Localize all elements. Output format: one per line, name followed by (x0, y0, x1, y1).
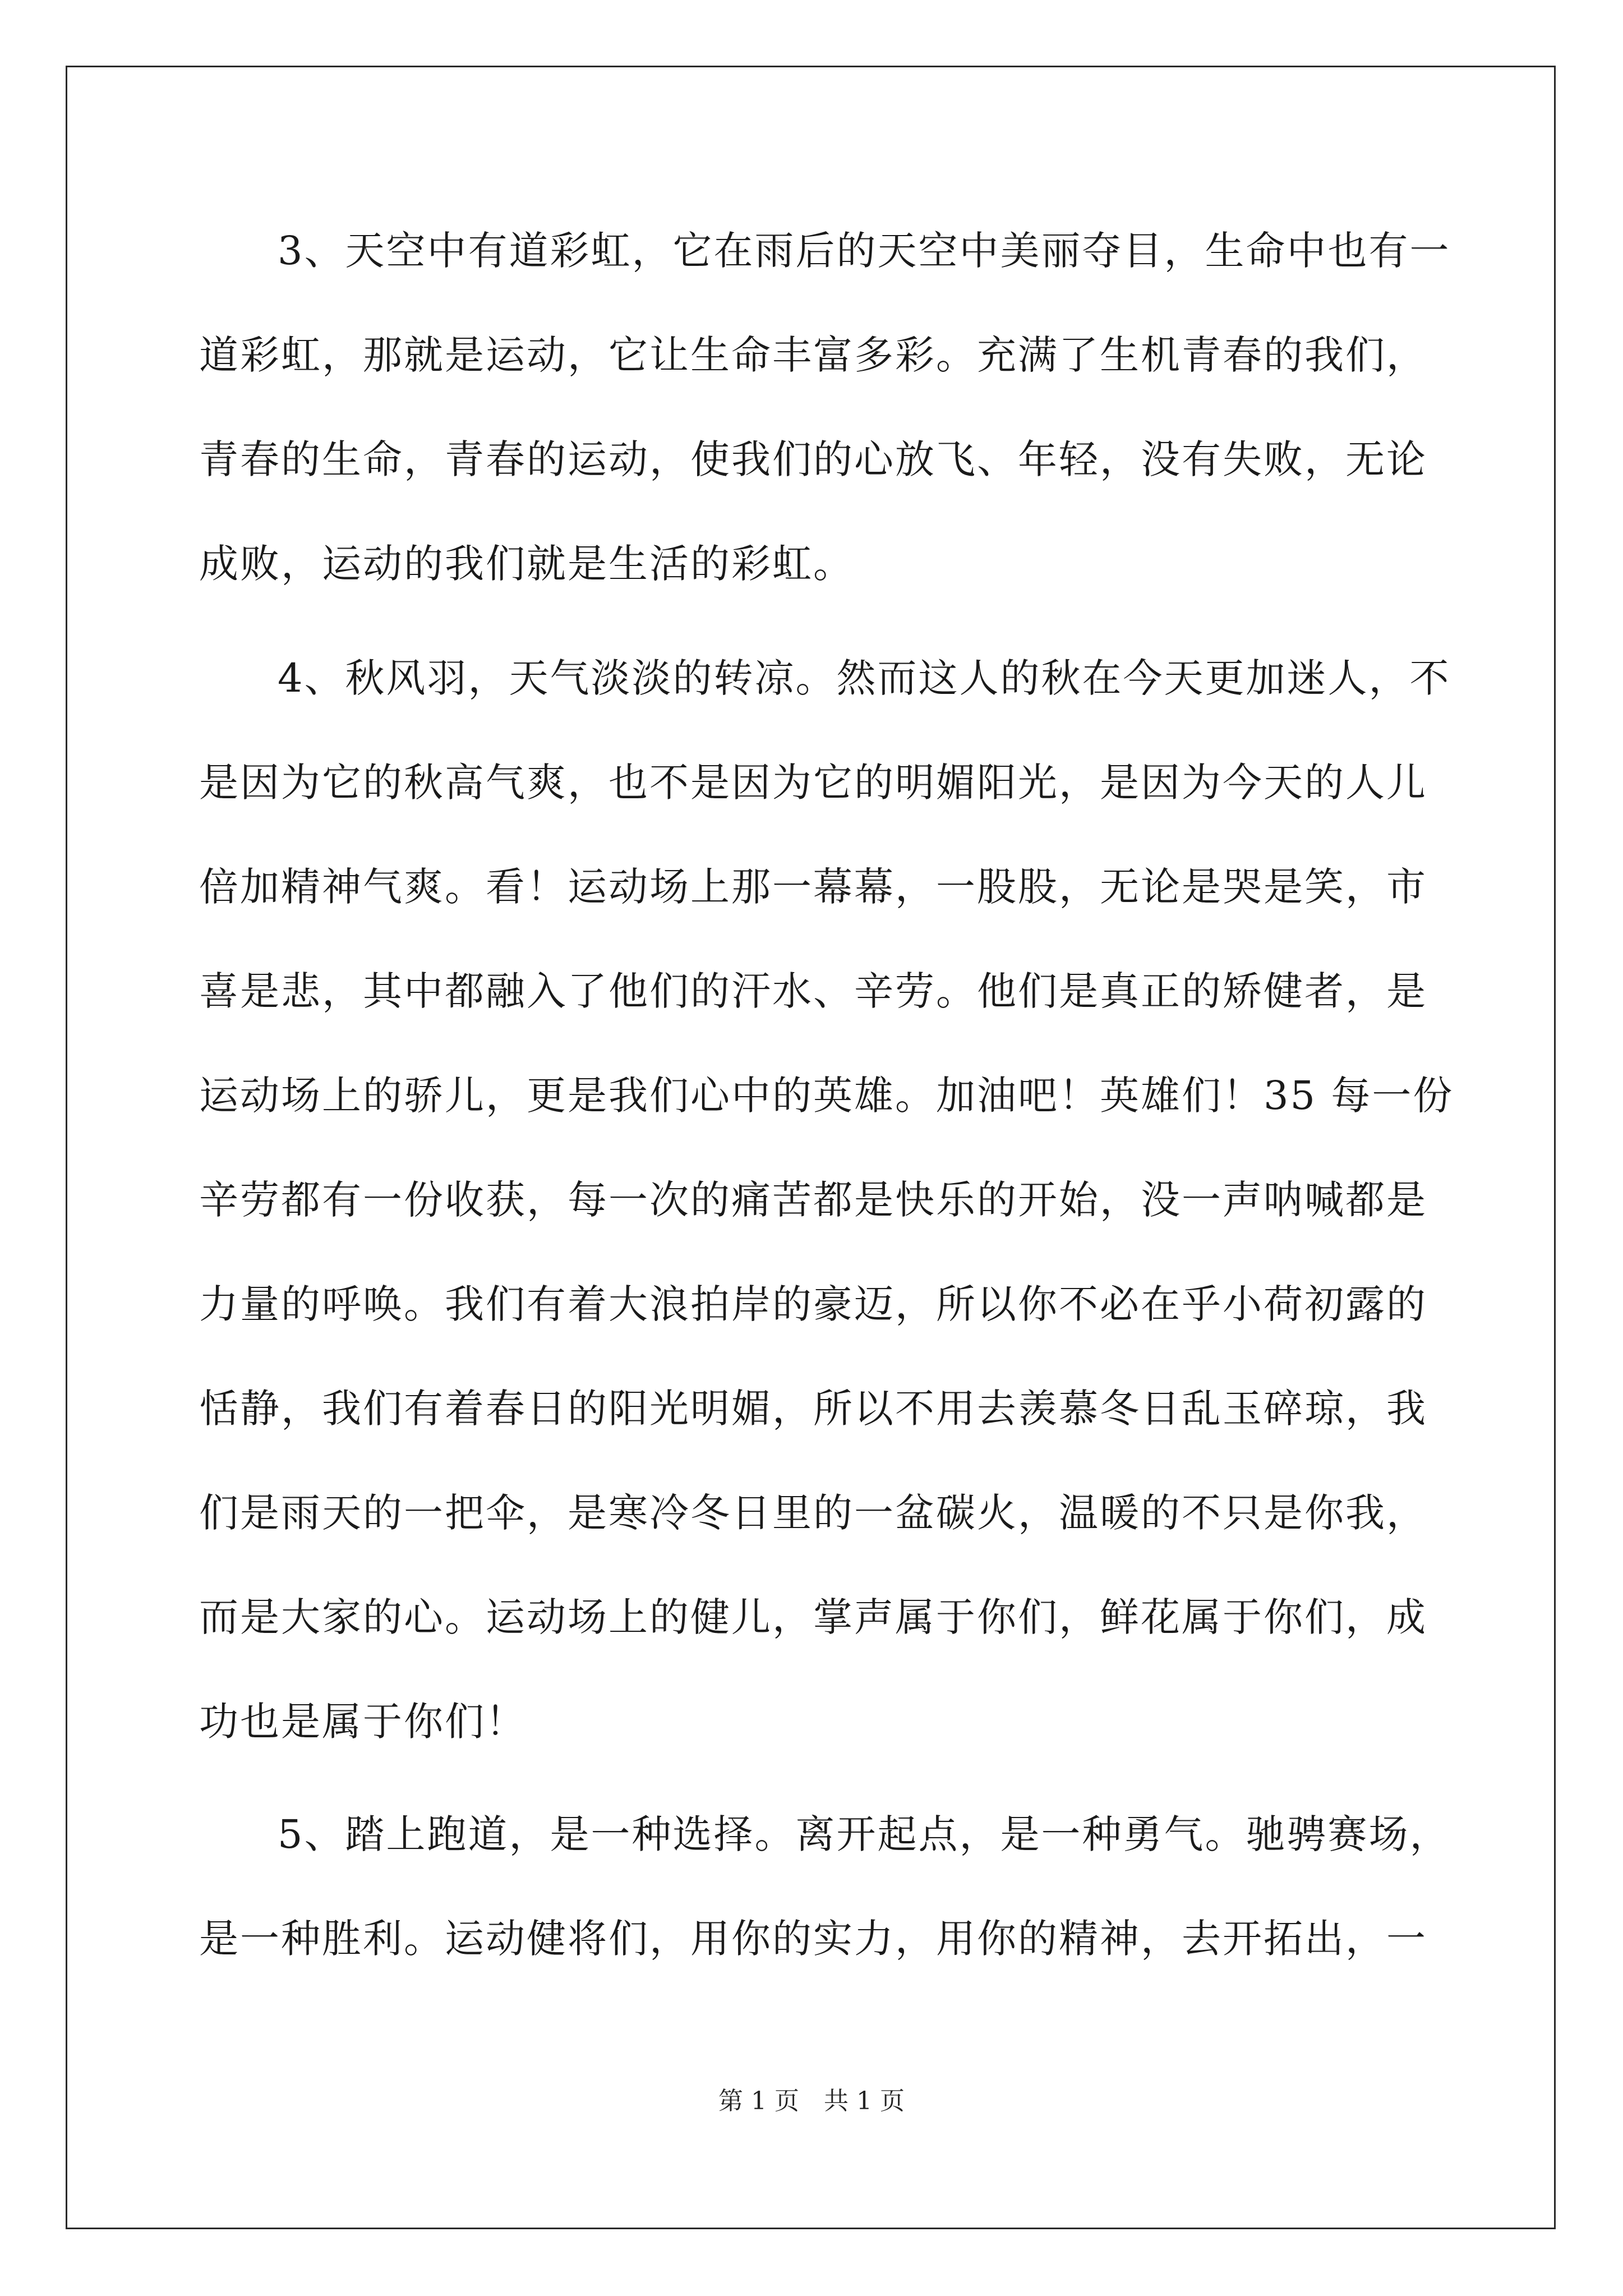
paragraph-3-line-3: 青春的生命，青春的运动，使我们的心放飞、年轻，没有失败，无论 (199, 436, 1427, 482)
paragraph-4-line-10: 而是大家的心。运动场上的健儿，掌声属于你们，鲜花属于你们，成 (199, 1594, 1427, 1640)
paragraph-4-line-11: 功也是属于你们！ (199, 1699, 527, 1745)
paragraph-4-line-6: 辛劳都有一份收获，每一次的痛苦都是快乐的开始，没一声呐喊都是 (199, 1177, 1427, 1223)
paragraph-4-line-2: 是因为它的秋高气爽，也不是因为它的明媚阳光，是因为今天的人儿 (199, 760, 1427, 806)
paragraph-3-line-1: 3、天空中有道彩虹，它在雨后的天空中美丽夺目，生命中也有一 (278, 228, 1451, 274)
paragraph-5-line-1: 5、踏上跑道，是一种选择。离开起点，是一种勇气。驰骋赛场， (278, 1811, 1451, 1857)
paragraph-3-line-2: 道彩虹，那就是运动，它让生命丰富多彩。充满了生机青春的我们， (199, 332, 1427, 378)
paragraph-4-line-8: 恬静，我们有着春日的阳光明媚，所以不用去羡慕冬日乱玉碎琼，我 (199, 1386, 1427, 1432)
paragraph-3-line-4: 成败，运动的我们就是生活的彩虹。 (199, 541, 854, 587)
page-border (66, 66, 1556, 2229)
page-number-footer: 第 1 页 共 1 页 (718, 2087, 905, 2115)
paragraph-4-line-5: 运动场上的骄儿，更是我们心中的英雄。加油吧！英雄们！35 每一份 (199, 1073, 1454, 1119)
paragraph-4-line-1: 4、秋风羽，天气淡淡的转凉。然而这人的秋在今天更加迷人，不 (278, 655, 1451, 701)
paragraph-5-line-2: 是一种胜利。运动健将们，用你的实力，用你的精神，去开拓出，一 (199, 1916, 1427, 1962)
paragraph-4-line-3: 倍加精神气爽。看！运动场上那一幕幕，一股股，无论是哭是笑，市 (199, 864, 1427, 910)
paragraph-4-line-4: 喜是悲，其中都融入了他们的汗水、辛劳。他们是真正的矫健者，是 (199, 968, 1427, 1014)
paragraph-4-line-7: 力量的呼唤。我们有着大浪拍岸的豪迈，所以你不必在乎小荷初露的 (199, 1281, 1427, 1327)
paragraph-4-line-9: 们是雨天的一把伞，是寒冷冬日里的一盆碳火，温暖的不只是你我， (199, 1490, 1427, 1536)
